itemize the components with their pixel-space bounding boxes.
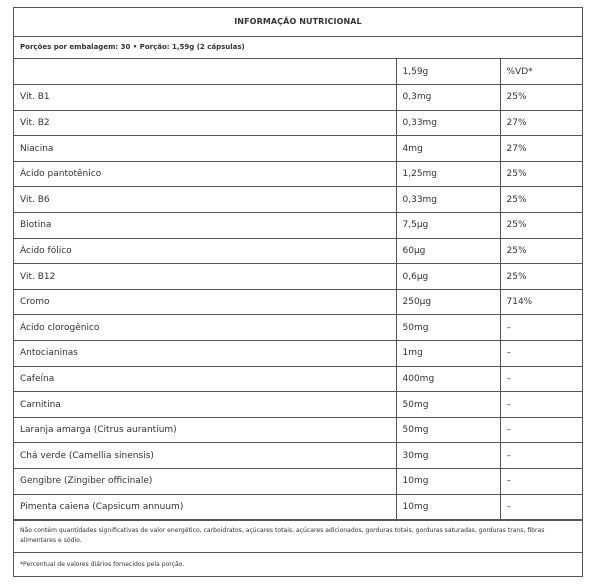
nutrient-dv: 25% [500, 213, 582, 239]
nutrient-dv: – [500, 417, 582, 443]
nutrient-dv: – [500, 315, 582, 341]
nutrient-name: Niacina [14, 136, 396, 162]
nutrient-amount: 0,33mg [396, 187, 500, 213]
nutrient-name: Ácido pantotênico [14, 161, 396, 187]
nutrient-row [14, 238, 582, 264]
nutrient-name: Carnitina [14, 392, 396, 418]
nutrient-row [14, 213, 582, 239]
nutrient-dv: 25% [500, 187, 582, 213]
nutrient-row [14, 443, 582, 469]
nutrient-name: Antocianinas [14, 341, 396, 367]
nutrient-row [14, 494, 582, 520]
nutrient-amount: 0,6µg [396, 264, 500, 290]
nutrient-row [14, 417, 582, 443]
nutrient-dv: 25% [500, 238, 582, 264]
nutrient-name: Ácido clorogênico [14, 315, 396, 341]
nutrient-dv: 25% [500, 161, 582, 187]
nutrient-name: Laranja amarga (Citrus aurantium) [14, 417, 396, 443]
nutrient-dv: – [500, 469, 582, 495]
portion-info: Porções por embalagem: 30 • Porção: 1,59g (2 cápsulas) [14, 37, 582, 59]
nutrient-amount: 10mg [396, 469, 500, 495]
nutrient-name: Cromo [14, 289, 396, 315]
header-label [14, 59, 396, 85]
nutrient-amount: 10mg [396, 494, 500, 520]
nutrient-row [14, 341, 582, 367]
nutrient-dv: 27% [500, 110, 582, 136]
nutrient-name: Ácido fólico [14, 238, 396, 264]
header-row [14, 59, 582, 85]
nutrient-amount: 60µg [396, 238, 500, 264]
nutrient-row [14, 289, 582, 315]
nutrient-amount: 50mg [396, 392, 500, 418]
nutrient-dv: 25% [500, 264, 582, 290]
nutrient-name: Cafeína [14, 366, 396, 392]
nutrient-amount: 30mg [396, 443, 500, 469]
nutrient-amount: 1,25mg [396, 161, 500, 187]
nutrient-row [14, 136, 582, 162]
nutrient-row [14, 85, 582, 111]
nutrient-name: Vit. B12 [14, 264, 396, 290]
nutrient-amount: 250µg [396, 289, 500, 315]
header-amount: 1,59g [396, 59, 500, 85]
nutrient-row [14, 315, 582, 341]
nutrient-row [14, 392, 582, 418]
nutrient-dv: – [500, 341, 582, 367]
nutrient-amount: 0,33mg [396, 110, 500, 136]
nutrient-amount: 50mg [396, 417, 500, 443]
nutrient-row [14, 187, 582, 213]
nutrient-name: Vit. B2 [14, 110, 396, 136]
nutrient-name: Vit. B1 [14, 85, 396, 111]
nutrient-row [14, 366, 582, 392]
header-dv: %VD* [500, 59, 582, 85]
nutrient-amount: 50mg [396, 315, 500, 341]
nutrient-amount: 0,3mg [396, 85, 500, 111]
nutrient-dv: – [500, 366, 582, 392]
nutrient-amount: 1mg [396, 341, 500, 367]
nutrient-dv: 714% [500, 289, 582, 315]
table-title: INFORMAÇÃO NUTRICIONAL [14, 8, 582, 37]
nutrient-dv: – [500, 443, 582, 469]
nutrient-dv: – [500, 392, 582, 418]
nutrient-dv: 27% [500, 136, 582, 162]
nutrient-name: Pimenta caiena (Capsicum annuum) [14, 494, 396, 520]
nutrient-amount: 7,5µg [396, 213, 500, 239]
nutrient-name: Vit. B6 [14, 187, 396, 213]
nutrient-name: Chá verde (Camellia sinensis) [14, 443, 396, 469]
nutrient-row [14, 110, 582, 136]
nutrient-row [14, 469, 582, 495]
daily-value-note: *Percentual de valores diários fornecidos pela porção. [14, 552, 582, 576]
nutrient-name: Gengibre (Zingiber officinale) [14, 469, 396, 495]
nutrient-dv: 25% [500, 85, 582, 111]
not-significant-note: Não contém quantidades significativas de valor energético, carboidratos, açúcares totais, açúcares adicionados, gorduras totais, gorduras saturadas, gorduras trans, fibras alimentares e sódio. [14, 520, 582, 552]
nutrient-row [14, 161, 582, 187]
nutrient-table [14, 59, 582, 520]
nutrient-name: Biotina [14, 213, 396, 239]
nutrient-dv: – [500, 494, 582, 520]
nutrient-amount: 400mg [396, 366, 500, 392]
nutrition-facts-table [13, 7, 583, 577]
nutrient-amount: 4mg [396, 136, 500, 162]
nutrient-row [14, 264, 582, 290]
